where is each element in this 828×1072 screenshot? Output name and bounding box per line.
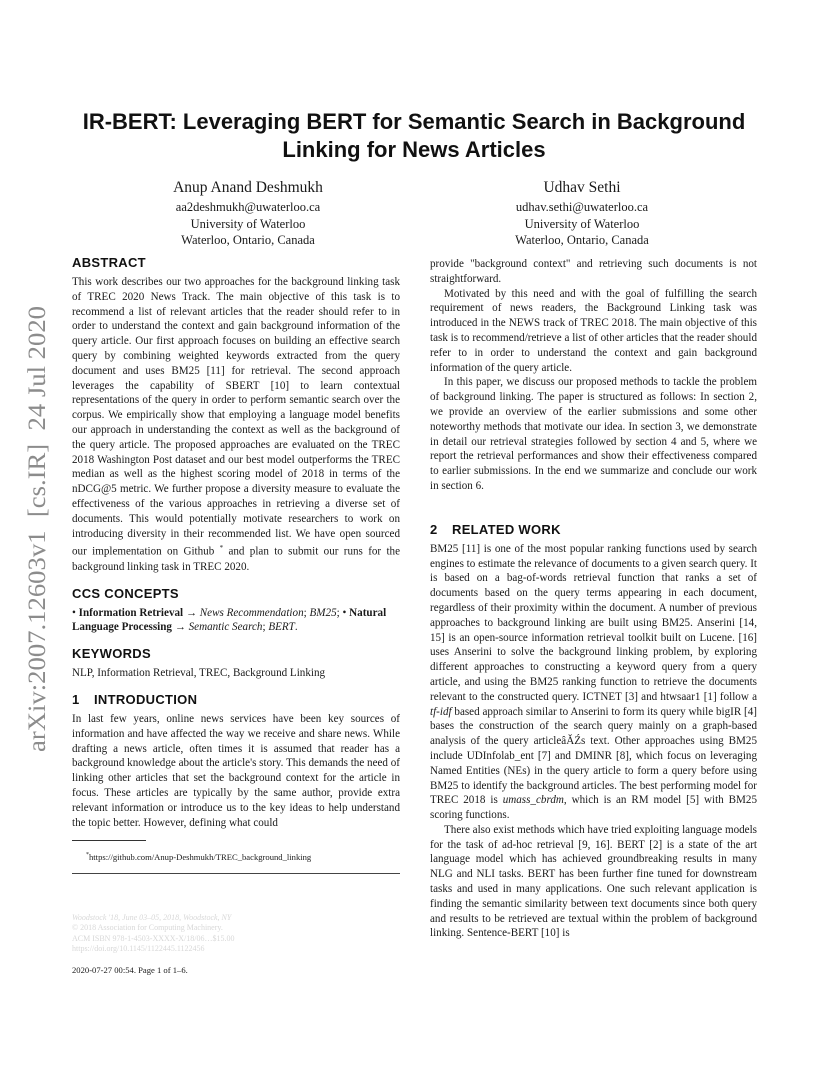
author-location: Waterloo, Ontario, Canada <box>181 233 315 247</box>
left-column <box>72 255 400 874</box>
ccs-heading: CCS CONCEPTS <box>72 585 179 601</box>
paper-title-line-1: IR-BERT: Leveraging BERT for Semantic Search in Background <box>82 109 746 134</box>
paper-title-line-2: Linking for News Articles <box>282 137 546 162</box>
author-email: aa2deshmukh@uwaterloo.ca <box>175 200 321 214</box>
keywords-text: NLP, Information Retrieval, TREC, Background Linking <box>72 667 326 680</box>
related-work-paragraph-1: BM25 [11] is one of the most popular ranking functions used by search engines to estimate the relevance of documents to a given search query. It is based on a bag-of-words retrieval function that ranks a set of documents based on the query terms appearing in each document, regardless of their proximity within the document. A number of previous approaches to background linking are built using BM25. Anserini [14, 15] is an open-source information retrieval toolkit built on Lucene. [16] uses Anserini to solve the background linking problem, by exploring different approaches to constructing a keyword query from a query article, and using the BM25 ranking function to retrieve the documents relevant to the constructed query. ICTNET [3] and htwsaar1 [1] follow a tf-idf based approach similar to Anserini to form its query while bigIR [4] bases the construction of the search query mainly on a graph-based analysis of the query articleâĂŹs text. Other approaches using BM25 include UDInfolab_ent [7] and DMINR [8], which focus on leveraging Named Entities (NEs) in the query article to form a query before using BM25 to identify the background articles. The best performing model for TREC 2018 is umass_cbrdm, which is an RM model [5] with BM25 scoring functions. <box>430 542 757 822</box>
author-block-1 <box>118 178 378 249</box>
author-email: udhav.sethi@uwaterloo.ca <box>515 200 649 214</box>
related-work-paragraph-2: There also exist methods which have tried exploiting language models for the task of ad-hoc retrieval [9, 16]. BERT [2] is a state of the art language model which has achieved groundbreaking results in many NLG and NLI tasks. BERT has been further fine tuned for downstream tasks and used in many applications. One such relevant application is finding the semantic similarity between text documents since both query and results to be retrieved are textual within the problem of background linking. Sentence-BERT [10] is <box>430 823 757 940</box>
author-block-2 <box>452 178 712 249</box>
copyright-doi: https://doi.org/10.1145/1122445.1122456 <box>72 943 205 953</box>
acm-copyright-block <box>72 913 332 954</box>
footnote-rule <box>72 840 146 841</box>
keywords-heading: KEYWORDS <box>72 646 151 662</box>
arxiv-side-stamp <box>8 300 56 760</box>
intro-paragraph-3: In this paper, we discuss our proposed methods to tackle the problem of background linking. The paper is structured as follows: In section 2, we provide an overview of the earlier submissions and some other noteworthy methods that motivate our idea. In section 3, we demonstrate in detail our retrieval strategies followed by section 4 and 5, where we report the retrieval performances and show their effectiveness compared to earlier submissions. In the end we summarize and conclude our work in section 6. <box>430 376 757 492</box>
copyright-conference: Woodstock '18, June 03–05, 2018, Woodstock, NY <box>72 913 232 922</box>
author-affiliation: University of Waterloo <box>190 216 306 231</box>
arxiv-identifier: arXiv:2007.12603v1 [cs.IR] 24 Jul 2020 <box>22 325 51 752</box>
author-name: Anup Anand Deshmukh <box>173 179 323 196</box>
author-location: Waterloo, Ontario, Canada <box>515 233 649 247</box>
copyright-notice: © 2018 Association for Computing Machinery. <box>72 923 223 933</box>
ccs-concepts-text: • Information Retrieval → News Recommendation; BM25; • Natural Language Processing → Semantic Search; BERT. <box>72 606 387 634</box>
intro-heading: 1 INTRODUCTION <box>72 692 198 708</box>
footnote-separator <box>72 873 400 874</box>
abstract-text: This work describes our two approaches for the background linking task of TREC 2020 News Track. The main objective of this task is to recommend a list of relevant articles that the reader should refer to in order to understand the context and gain background information of the query article. Our first approach focuses on building an effective search query by combining weighted keywords extracted from the query document and uses BM25 [11] for retrieval. The second approach leverages the capability of SBERT [10] to learn contextual representations of the query in order to perform semantic search over the corpus. We empirically show that employing a language model benefits our approach in understanding the context as well as the background of the query article. The proposed approaches are evaluated on the TREC 2018 Washington Post dataset and our best model outperforms the TREC median as well as the highest scoring model of 2018 in terms of the nDCG@5 metric. We further propose a diversity measure to evaluate the effectiveness of the various approaches in retrieving a diverse set of documents. This would potentially motivate researchers to work on introducing diversity in their recommended list. We have open sourced our implementation on Github * and plan to submit our runs for the background linking task in TREC 2020. <box>72 276 400 573</box>
footnote-mark: * <box>219 544 224 553</box>
page-footer: 2020-07-27 00:54. Page 1 of 1–6. <box>72 965 188 975</box>
copyright-isbn: ACM ISBN 978-1-4503-XXXX-X/18/06…$15.00 <box>72 933 235 943</box>
author-affiliation: University of Waterloo <box>524 216 640 231</box>
intro-paragraph-2: Motivated by this need and with the goal of fulfilling the search requirement of news readers, the Background Linking task was introduced in the NEWS track of TREC 2018. The main objective of this task is to recommend/retrieve a list of other articles that the reader should refer to in order to understand the context and gain background information of the query article. <box>430 287 757 374</box>
related-work-heading: 2 RELATED WORK <box>430 521 561 537</box>
footnote: *https://github.com/Anup-Deshmukh/TREC_background_linking <box>86 852 312 863</box>
abstract-heading: ABSTRACT <box>72 255 146 270</box>
intro-paragraph-1-continued: provide "background context" and retrieving such documents is not straightforward. <box>430 258 757 285</box>
right-column <box>430 257 757 941</box>
paper-title <box>60 108 768 164</box>
intro-paragraph-1: In last few years, online news services have been key sources of information and have affected the way we receive and share news. While drafting a news article, often times it is assumed that reader has a background knowledge about the article's story. This demands the need of linking other articles that set the background context for the article in focus. These articles are typically by the same author, provide extra relevant information or introduce us to the key ideas to help understand the topic better. However, defining what could <box>72 713 400 829</box>
author-name: Udhav Sethi <box>543 179 621 196</box>
